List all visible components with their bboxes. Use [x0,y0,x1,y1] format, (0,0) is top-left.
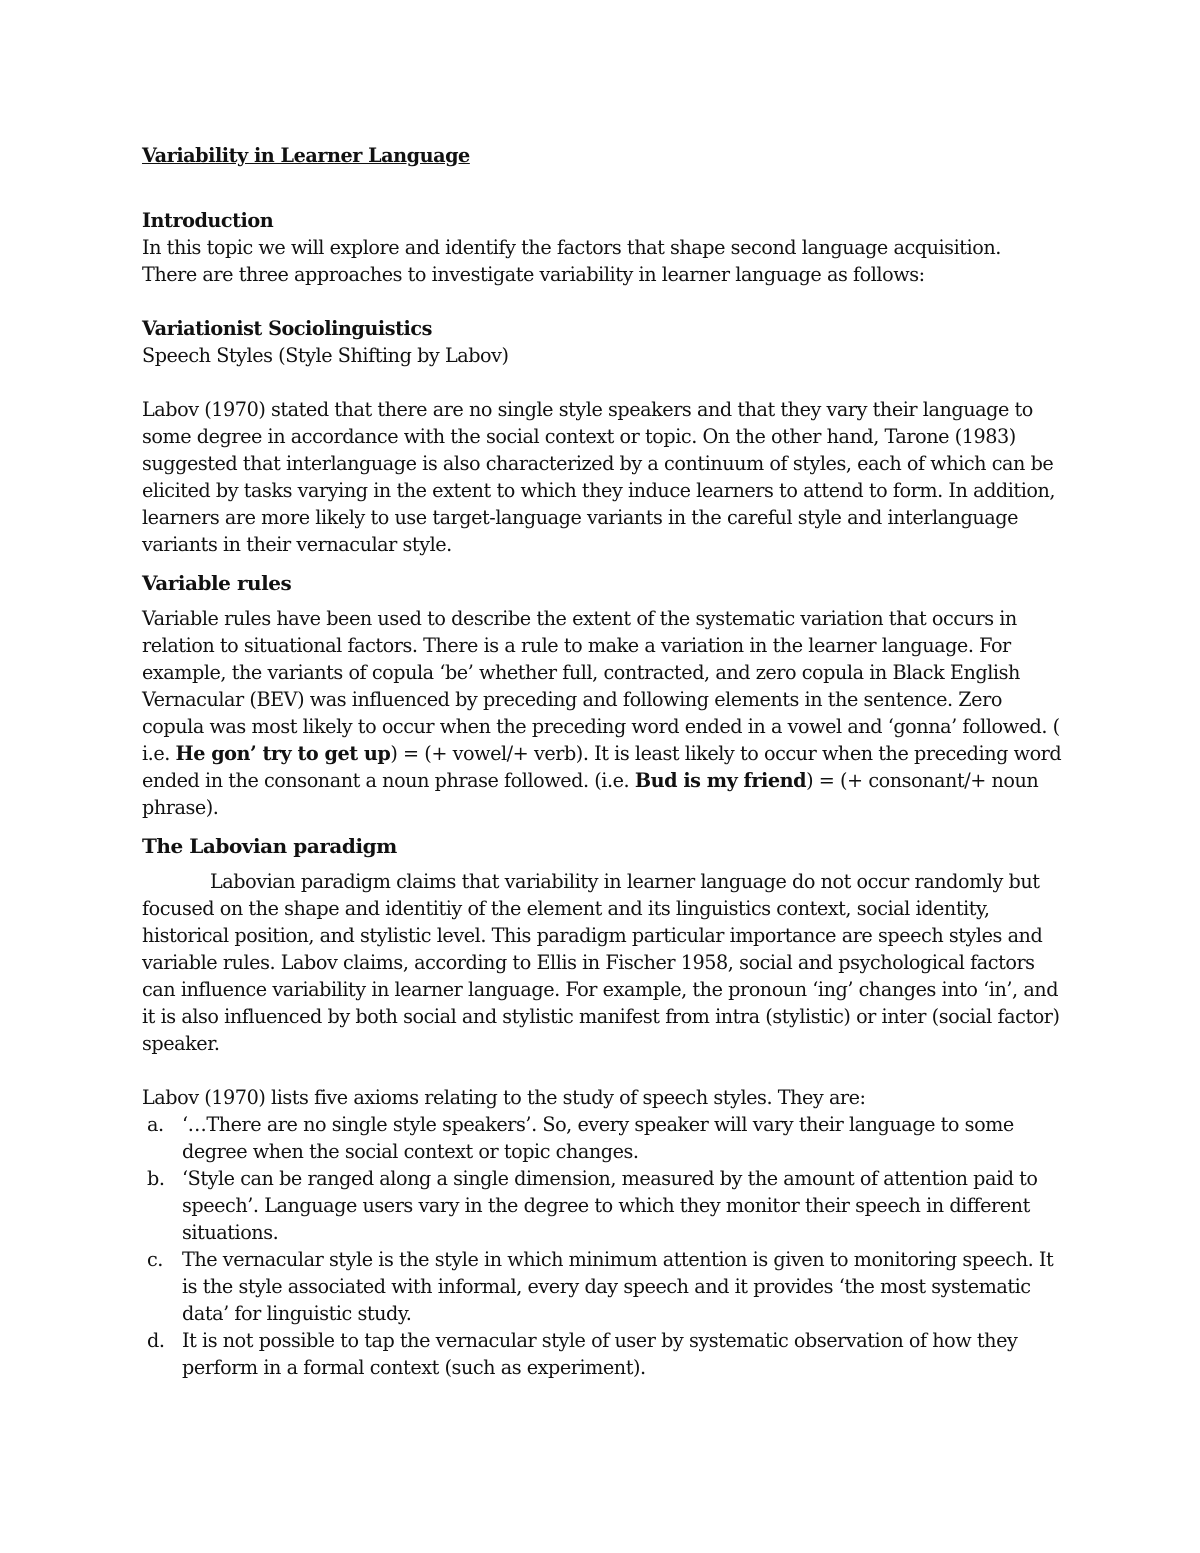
axiom-marker: a. [147,1113,164,1136]
axiom-marker: b. [147,1167,165,1190]
axiom-text: ‘…There are no single style speakers’. So, every speaker will vary their language to some degree when the social context or topic changes. [182,1113,1014,1163]
axioms-list [142,1111,1062,1381]
axiom-marker: d. [147,1329,165,1352]
example-bud-is-my-friend: Bud is my friend [634,769,807,792]
axiom-item-b [142,1165,1062,1246]
axiom-item-c [142,1246,1062,1327]
variationist-heading: Variationist Sociolinguistics [142,317,432,340]
axiom-text: The vernacular style is the style in which minimum attention is given to monitoring speech. It is the style associated with informal, every day speech and it provides ‘the most systematic data’ for linguistic study. [182,1248,1054,1325]
variable-rules-text-b: ) = (+ vowel/+ verb). It is least likely to occur when the preceding word ended in the consonant a noun phrase followed. (i.e. [142,742,1062,792]
variable-rules-text-a: Variable rules have been used to describe the extent of the systematic variation that occurs in relation to situational factors. There is a rule to make a variation in the learner language. For example, the variants of copula ‘be’ whether full, contracted, and zero copula in Black English Vernacular (BEV) was influenced by preceding and following elements in the sentence. Zero copula was most likely to occur when the preceding word ended in a vowel and ‘gonna’ followed. ( i.e. [142,607,1060,765]
document-body [142,142,1062,1381]
labovian-paragraph: Labovian paradigm claims that variability in learner language do not occur randomly but focused on the shape and identitiy of the element and its linguistics context, social identity, historical position, and stylistic level. This paradigm particular importance are speech styles and variable rules. Labov claims, according to Ellis in Fischer 1958, social and psychological factors can influence variability in learner language. For example, the pronoun ‘ing’ changes into ‘in’, and it is also influenced by both social and stylistic manifest from intra (stylistic) or inter (social factor) speaker. [142,870,1060,1055]
variationist-paragraph: Labov (1970) stated that there are no single style speakers and that they vary their language to some degree in accordance with the social context or topic. On the other hand, Tarone (1983) suggested that interlanguage is also characterized by a continuum of styles, each of which can be elicited by tasks varying in the extent to which they induce learners to attend to form. In addition, learners are more likely to use target-language variants in the careful style and interlanguage variants in their vernacular style. [142,398,1056,556]
intro-heading: Introduction [142,209,274,232]
labovian-heading: The Labovian paradigm [142,834,397,858]
axiom-item-a [142,1111,1062,1165]
axiom-text: It is not possible to tap the vernacular style of user by systematic observation of how they perform in a formal context (such as experiment). [182,1329,1018,1379]
axiom-marker: c. [147,1248,163,1271]
variable-rules-text-c: ) = (+ consonant/+ noun phrase). [142,769,1039,819]
speech-styles-subheading: Speech Styles (Style Shifting by Labov) [142,344,509,367]
variable-rules-heading: Variable rules [142,571,292,595]
example-he-gon: He gon’ try to get up [175,742,391,765]
axiom-item-d [142,1327,1062,1381]
axioms-intro: Labov (1970) lists five axioms relating to the study of speech styles. They are: [142,1086,866,1109]
intro-line-1: In this topic we will explore and identify the factors that shape second language acquisition. [142,236,1001,259]
variable-rules-paragraph [142,605,1062,821]
document-title: Variability in Learner Language [142,144,470,167]
axiom-text: ‘Style can be ranged along a single dimension, measured by the amount of attention paid to speech’. Language users vary in the degree to which they monitor their speech in different situations. [182,1167,1038,1244]
intro-line-2: There are three approaches to investigate variability in learner language as follows: [142,263,925,286]
